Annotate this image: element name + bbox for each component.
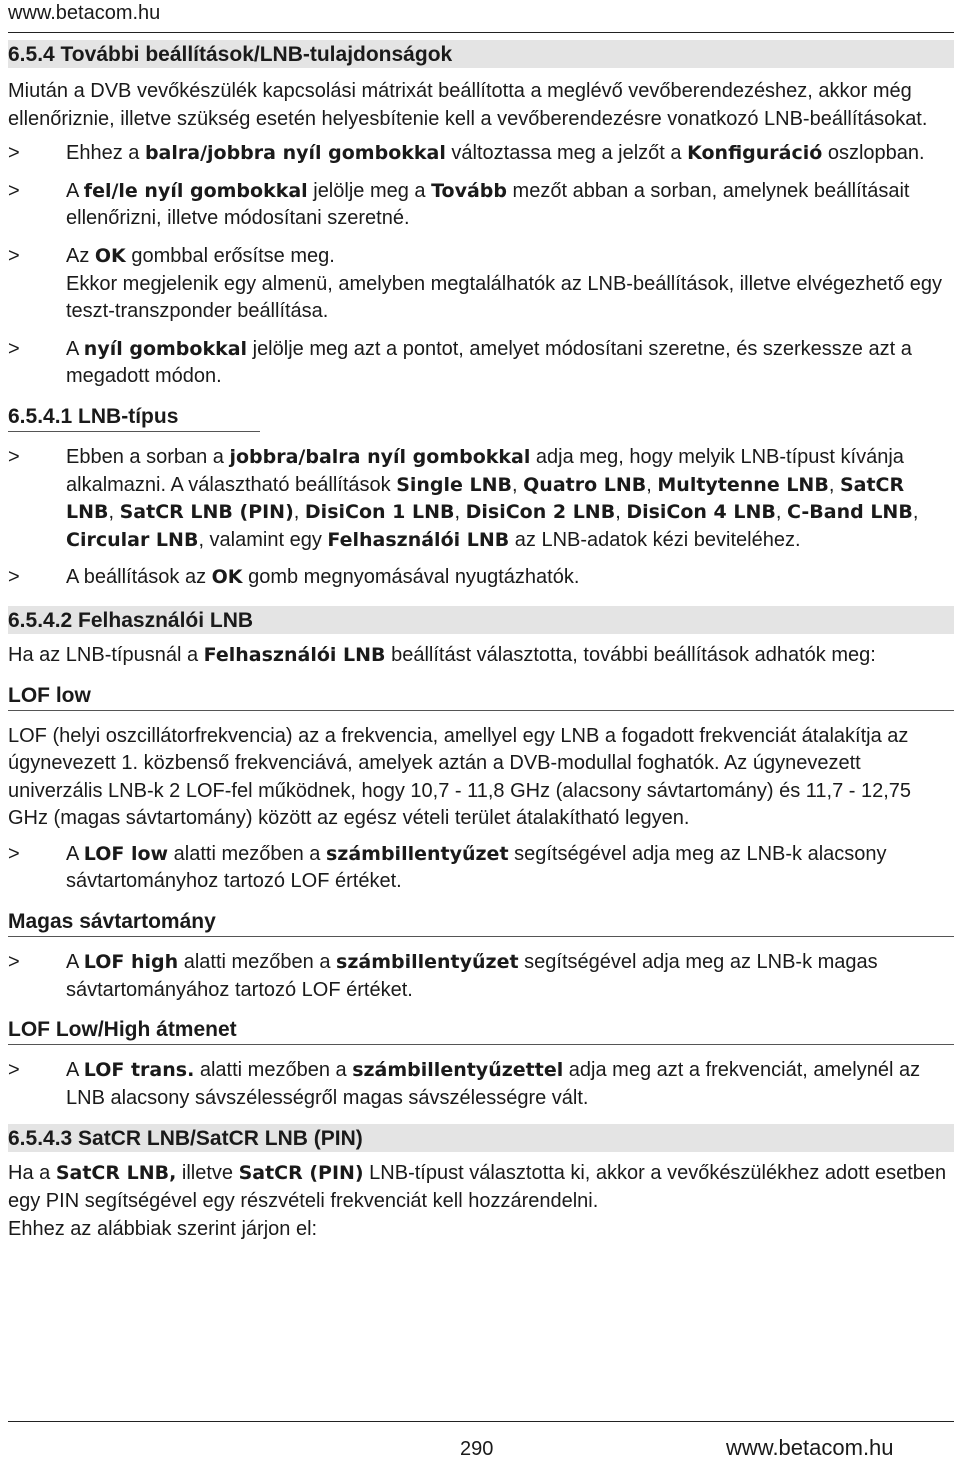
keyword: Konfiguráció [687,142,823,165]
keyword: SatCR (PIN) [238,1162,364,1185]
bullet-marker: > [8,244,20,267]
bullet-marker: > [8,1059,20,1082]
keyword: jobbra/balra nyíl gombokkal [229,445,531,468]
bullet-marker: > [8,337,20,360]
s1-intro: Miután a DVB vevőkészülék kapcsolási mátrixát beállította a meglévő vevőberendezéshez, akkor még ellenőriznie, illetve szükség esetén helyesbítenie kell a vevőberendezésre vonatkozó LNB-beállításokat. [8,80,928,130]
lnb-option: DisiCon 4 LNB [626,501,776,524]
header-site-url: www.betacom.hu [8,2,161,24]
page-number: 290 [460,1438,494,1460]
s1-bullet-3-note: Ekkor megjelenik egy almenü, amelyben megtalálhatók az LNB-beállítások, illetve elvégezhető egy teszt-transzponder beállítása. [66,272,943,323]
keyword: OK [94,244,126,267]
section-title-6-5-4-2: 6.5.4.2 Felhasználói LNB [8,606,954,634]
keyword: SatCR LNB, [55,1162,177,1185]
subsection-title-lof-transition: LOF Low/High átmenet [8,1016,954,1045]
s4-intro: Ha a SatCR LNB, illetve SatCR (PIN) LNB-típust választotta ki, akkor a vevőkészülékhez adott esetben egy PIN segítségével egy részvételi frekvenciát kell hozzárendelni. [8,1162,947,1213]
header-rule [8,32,954,33]
lof-low-description: LOF (helyi oszcillátorfrekvencia) az a frekvencia, amellyel egy LNB a fogadott frekvenciát átalakítja az úgynevezett 1. közbenső frekvenciává, amelyek aztán a DVB-modullal foghatók. Az úgynevezett univerzális LNB-k 2 LOF-fel működnek, hogy 10,7 - 11,8 GHz (alacsony sávtartomány) és 11,7 - 12,75 GHz (magas sávtartomány) között az egész vételi terület átalakítható legyen. [8,724,912,830]
keyword: OK [211,566,243,589]
keyword: LOF low [83,842,169,865]
footer-rule [8,1421,954,1422]
section-title-6-5-4: 6.5.4 További beállítások/LNB-tulajdonságok [8,40,954,68]
s1-bullet-4: > A nyíl gombokkal jelölje meg azt a pontot, amelyet módosítani szeretne, és szerkessze azt a megadott módon. [8,337,912,388]
keyword: számbillentyűzettel [352,1059,564,1082]
subsection-title-high-band: Magas sávtartomány [8,908,954,937]
s4-instruction: Ehhez az alábbiak szerint járjon el: [8,1217,318,1240]
keyword: számbillentyűzet [325,842,509,865]
section-title-6-5-4-1: 6.5.4.1 LNB-típus [8,403,260,432]
s2-bullet-1: > Ebben a sorban a jobbra/balra nyíl gombokkal adja meg, hogy melyik LNB-típust kívánja alkalmazni. A választható beállítások Single LNB, Quatro LNB, Multytenne LNB, SatCR LNB, SatCR LNB (PIN), DisiCon 1 LNB, DisiCon 2 LNB, DisiCon 4 LNB, C-Band LNB, Circular LNB, valamint egy Felhasználói LNB az LNB-adatok kézi beviteléhez. [8,445,919,551]
high-band-bullet: > A LOF high alatti mezőben a számbillentyűzet segítségével adja meg az LNB-k magas sávtartományához tartozó LOF értéket. [8,951,878,1001]
lnb-option: C-Band LNB [787,501,913,524]
lof-low-bullet: > A LOF low alatti mezőben a számbillentyűzet segítségével adja meg az LNB-k alacsony sávtartományhoz tartozó LOF értéket. [8,842,887,893]
bullet-marker: > [8,179,20,202]
lnb-option: Felhasználói LNB [327,528,510,551]
keyword: Felhasználói LNB [203,643,386,666]
keyword: nyíl gombokkal [83,337,248,360]
keyword: fel/le nyíl gombokkal [83,179,308,202]
s3-intro: Ha az LNB-típusnál a Felhasználói LNB beállítást választotta, további beállítások adhatók meg: [8,643,876,666]
keyword: Tovább [431,179,507,202]
bullet-marker: > [8,951,20,974]
bullet-marker: > [8,566,20,589]
lnb-option: DisiCon 2 LNB [465,501,616,524]
footer-site-url: www.betacom.hu [726,1435,894,1460]
lnb-option: DisiCon 1 LNB [304,501,455,524]
keyword: számbillentyűzet [336,951,519,974]
keyword: LOF trans. [83,1059,195,1082]
subsection-title-lof-low: LOF low [8,682,954,711]
section-title-6-5-4-3: 6.5.4.3 SatCR LNB/SatCR LNB (PIN) [8,1124,954,1152]
keyword: LOF high [83,951,179,974]
s2-bullet-2: > A beállítások az OK gomb megnyomásával nyugtázhatók. [8,564,954,592]
lof-transition-bullet: > A LOF trans. alatti mezőben a számbillentyűzettel adja meg azt a frekvenciát, amelynél az LNB alacsony sávszélességről magas sávszélességre vált. [8,1059,921,1109]
bullet-marker: > [8,142,20,165]
lnb-option: Single LNB [396,473,513,496]
s1-bullet-3: > Az OK gombbal erősítse meg. Ekkor megjelenik egy almenü, amelyben megtalálhatók az LNB-beállítások, illetve elvégezhető egy teszt-transzponder beállítása. [8,244,943,323]
s1-bullet-1: > Ehhez a balra/jobbra nyíl gombokkal változtassa meg a jelzőt a Konfiguráció oszlopban. [8,140,954,168]
lnb-option: Circular LNB [66,528,199,551]
bullet-marker: > [8,842,20,865]
lnb-option: Quatro LNB [523,473,647,496]
lnb-option: SatCR LNB (PIN) [119,501,294,524]
document-body [8,40,954,1243]
s1-bullet-2: > A fel/le nyíl gombokkal jelölje meg a Tovább mezőt abban a sorban, amelynek beállításait ellenőrizni, illetve módosítani szeretné. [8,179,910,230]
bullet-marker: > [8,445,20,468]
lnb-option: SatCR LNB [66,473,905,524]
keyword: balra/jobbra nyíl gombokkal [144,142,446,165]
lnb-option: Multytenne LNB [657,473,829,496]
